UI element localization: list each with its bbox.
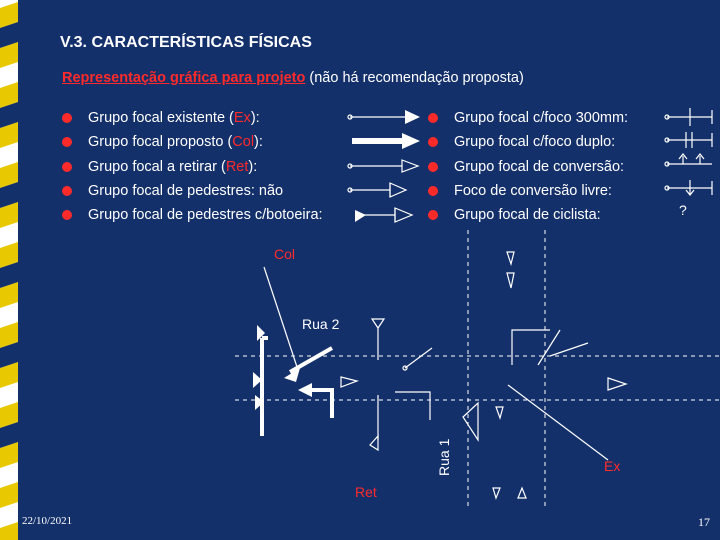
list-item: Grupo focal de conversão: — [428, 155, 628, 179]
footer-date: 22/10/2021 — [22, 515, 73, 527]
proposed-signal-group — [262, 338, 332, 436]
removed-signal-icon — [348, 160, 418, 172]
subtitle-rest: (não há recomendação proposta) — [305, 70, 524, 86]
label-rua2: Rua 2 — [302, 316, 340, 332]
list-item: Grupo focal existente (Ex): — [62, 106, 323, 130]
list-item: Grupo focal de ciclista: — [428, 203, 628, 227]
cyclist-symbol: ? — [679, 202, 687, 218]
subtitle-highlight: Representação gráfica para projeto — [62, 70, 306, 86]
label-rua1: Rua 1 — [436, 438, 452, 476]
list-item: Grupo focal de pedestres: não — [62, 179, 323, 203]
proposed-signal-icon — [352, 133, 420, 149]
page-title: V.3. CARACTERÍSTICAS FÍSICAS — [60, 34, 312, 51]
page-number: 17 — [698, 515, 710, 529]
list-item: Grupo focal a retirar (Ret): — [62, 155, 323, 179]
pedestrian-button-signal-icon — [355, 208, 412, 222]
signal-300mm-icon — [665, 108, 712, 126]
label-ret: Ret — [355, 484, 377, 500]
list-item: Grupo focal proposto (Col): — [62, 130, 323, 154]
list-item: Foco de conversão livre: — [428, 179, 628, 203]
list-item: Grupo focal c/foco 300mm: — [428, 106, 628, 130]
label-col: Col — [274, 246, 296, 262]
turn-signal-icon — [665, 154, 712, 166]
double-lens-signal-icon — [665, 132, 712, 148]
label-ex: Ex — [604, 458, 621, 474]
free-turn-signal-icon — [665, 180, 712, 195]
existing-signal-icon — [348, 110, 420, 124]
list-item: Grupo focal c/foco duplo: — [428, 130, 628, 154]
list-item: Grupo focal de pedestres c/botoeira: — [62, 203, 323, 227]
pedestrian-signal-icon — [348, 183, 406, 197]
